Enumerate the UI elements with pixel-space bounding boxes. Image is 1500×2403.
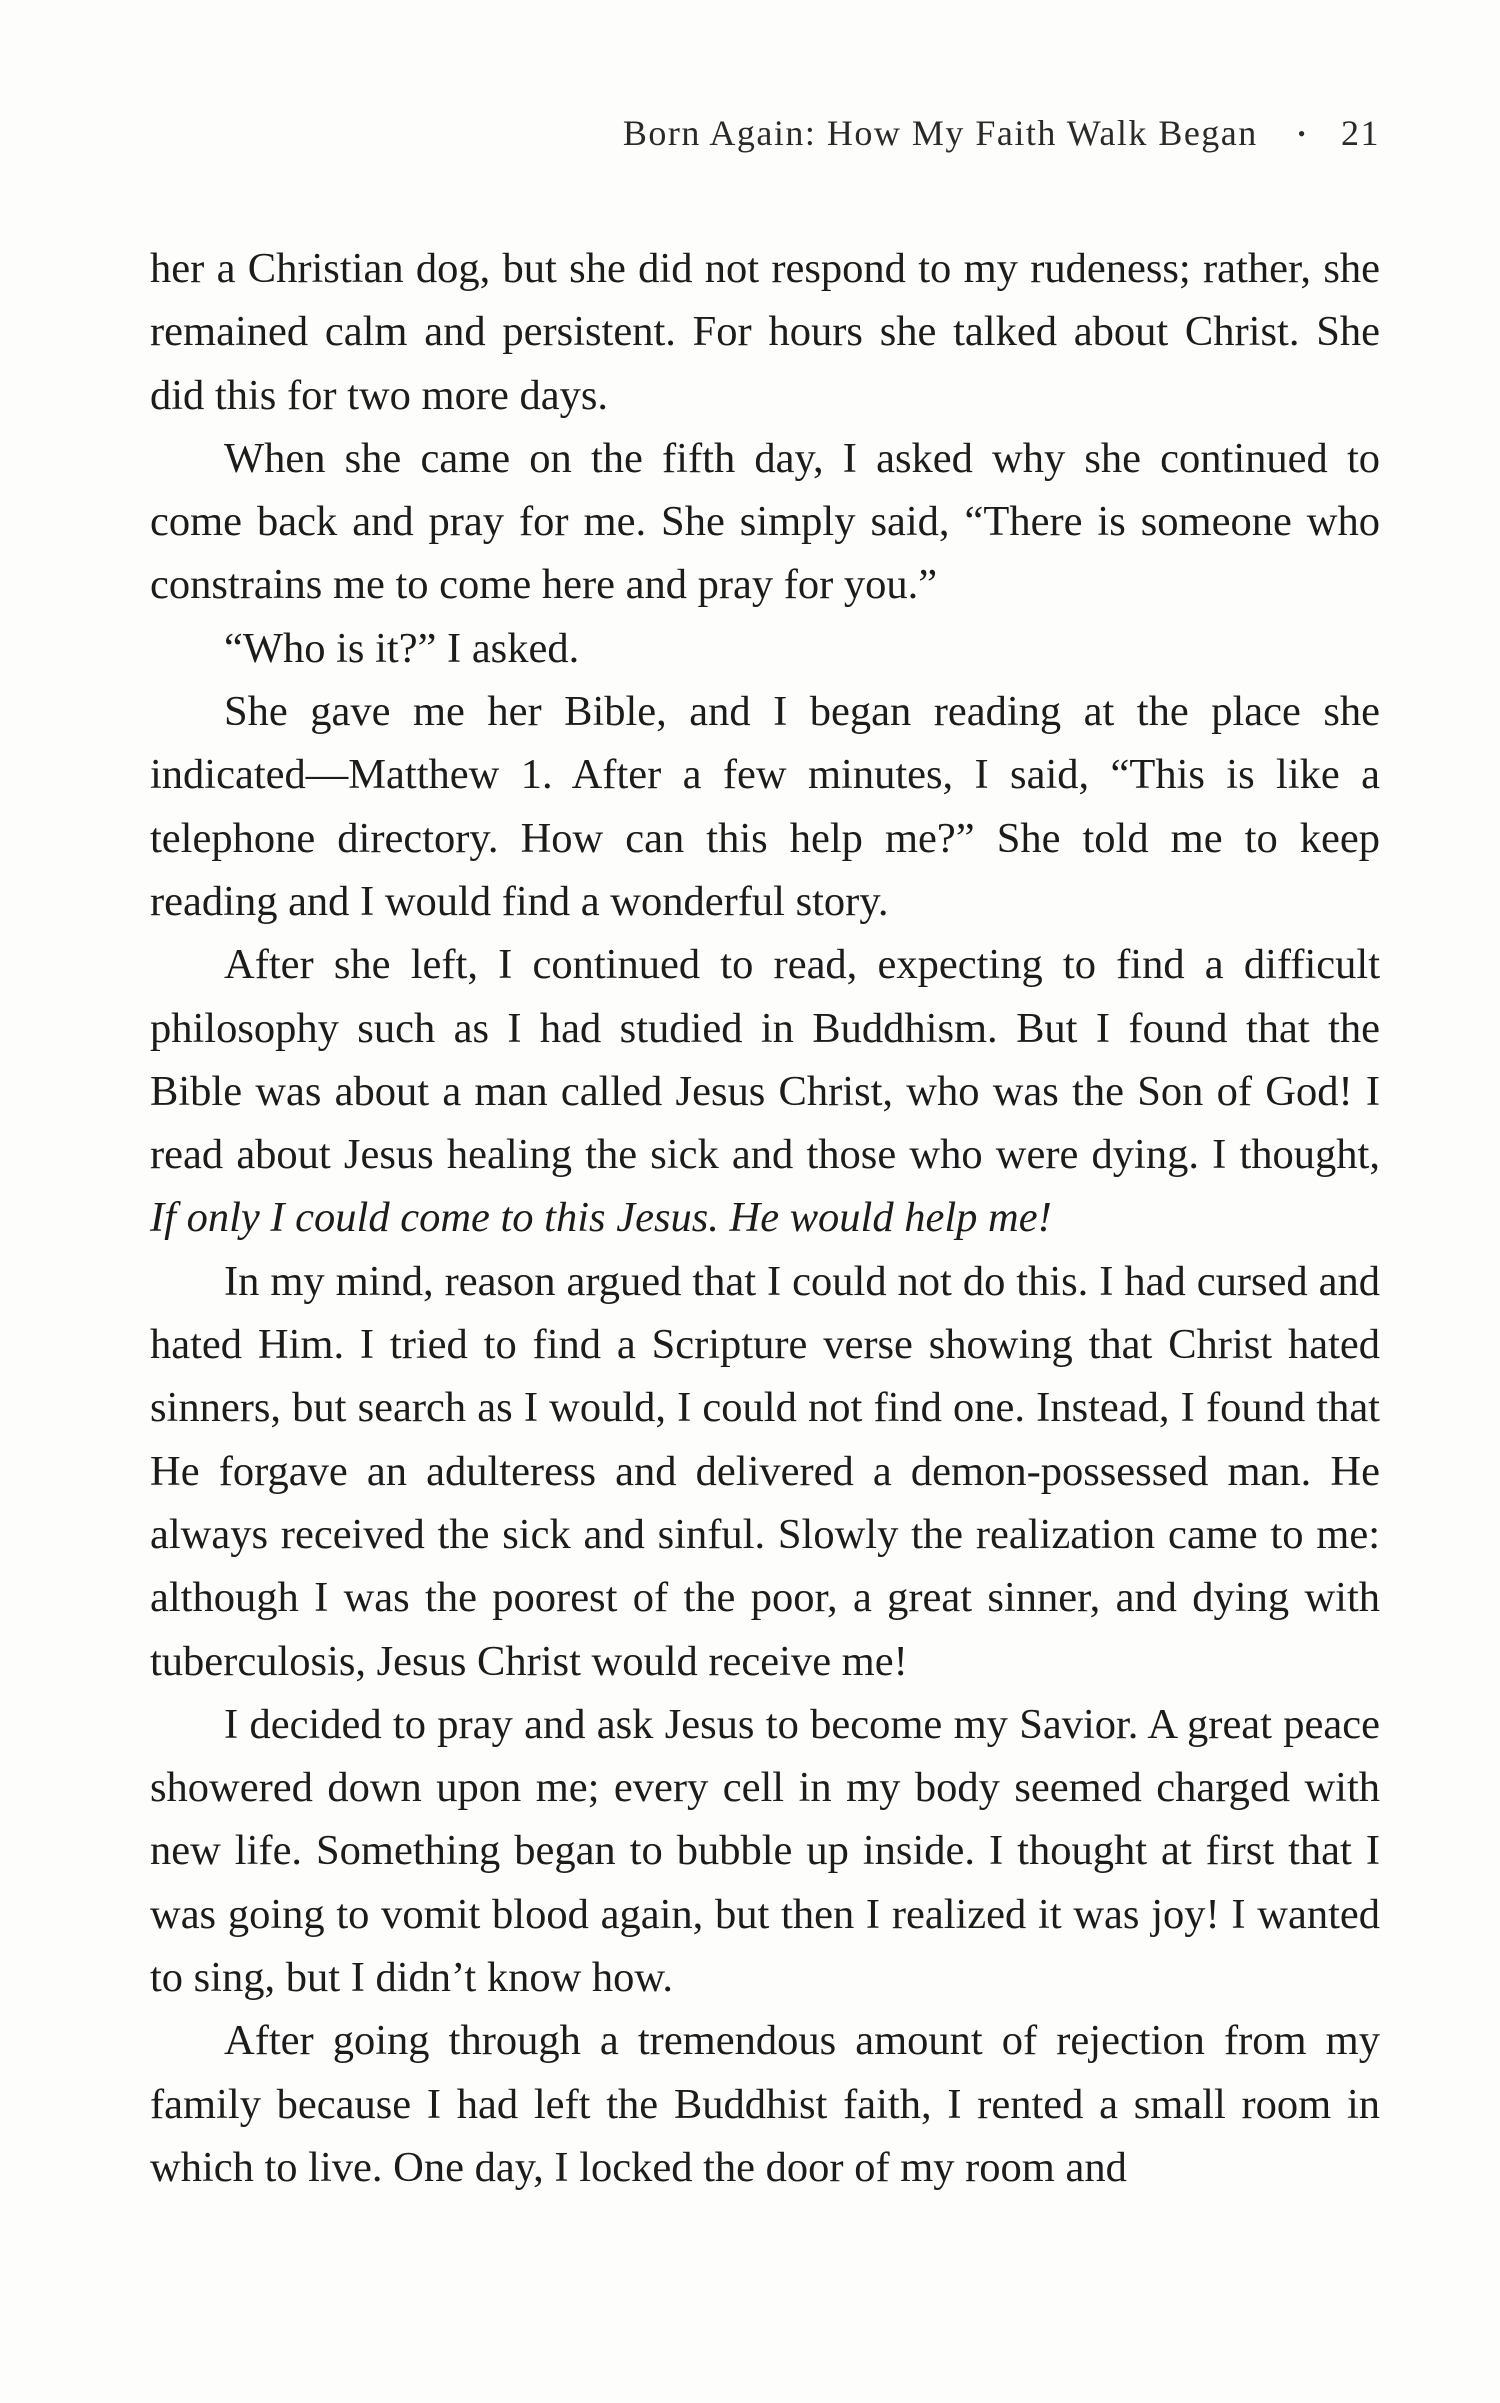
body-text	[150, 237, 1380, 2199]
paragraph-1: her a Christian dog, but she did not respond to my rudeness; rather, she remained calm and persistent. For hours she talked about Christ. She did this for two more days.	[150, 245, 1380, 419]
chapter-title: Born Again: How My Faith Walk Began	[622, 113, 1258, 153]
bullet-separator: •	[1297, 121, 1307, 146]
paragraph-5-text: After she left, I continued to read, expecting to find a difficult philosophy such as I had studied in Buddhism. But I found that the Bible was about a man called Jesus Christ, who was the Son of God! I read about Jesus healing the sick and those who were dying. I thought,	[150, 941, 1380, 1179]
paragraph-6: In my mind, reason argued that I could not do this. I had cursed and hated Him. I tried to find a Scripture verse showing that Christ hated sinners, but search as I would, I could not find one. Instead, I found that He forgave an adulteress and delivered a demon-possessed man. He always received the sick and sinful. Slowly the realization came to me: although I was the poorest of the poor, a great sinner, and dying with tuberculosis, Jesus Christ would receive me!	[150, 1257, 1380, 1685]
paragraph-2: When she came on the fifth day, I asked why she continued to come back and pray for me. She simply said, “There is someone who constrains me to come here and pray for you.”	[150, 434, 1380, 609]
paragraph-4: She gave me her Bible, and I began reading at the place she indicated—Matthew 1. After a few minutes, I said, “This is like a telephone directory. How can this help me?” She told me to keep reading and I would find a wonderful story.	[150, 688, 1380, 925]
running-head	[623, 112, 1380, 154]
paragraph-5-italic-thought: If only I could come to this Jesus. He would help me!	[150, 1194, 1052, 1242]
paragraph-7: I decided to pray and ask Jesus to become my Savior. A great peace showered down upon me; every cell in my body seemed charged with new life. Something began to bubble up inside. I thought at first that I was going to vomit blood again, but then I realized it was joy! I wanted to sing, but I didn’t know how.	[150, 1700, 1380, 2002]
paragraph-8: After going through a tremendous amount of rejection from my family because I had left the Buddhist faith, I rented a small room in which to live. One day, I locked the door of my room and	[150, 2017, 1380, 2191]
paragraph-3: “Who is it?” I asked.	[224, 624, 580, 672]
paragraph-5	[150, 933, 1380, 1249]
page-number: 21	[1341, 113, 1380, 153]
